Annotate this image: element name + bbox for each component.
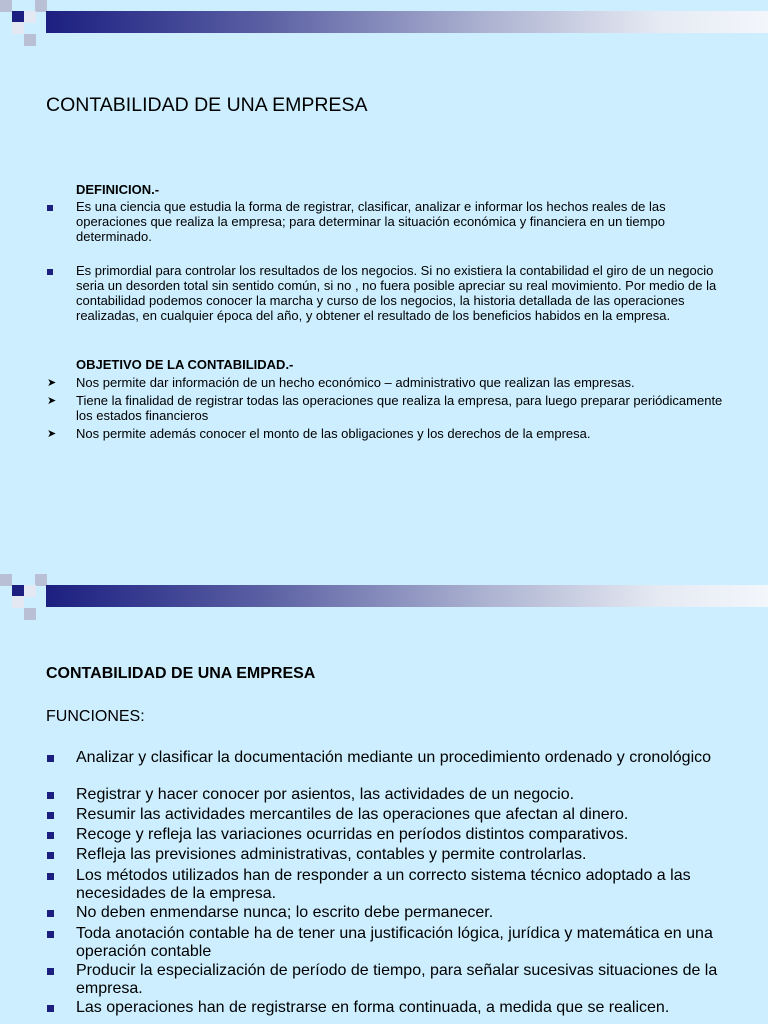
deco-gradient-bar <box>46 11 768 33</box>
deco-square <box>12 22 24 34</box>
slide-title: CONTABILIDAD DE UNA EMPRESA <box>46 665 316 682</box>
deco-square <box>24 34 36 46</box>
header-decoration <box>0 574 768 622</box>
function-item: No deben enmendarse nunca; lo escrito debe permanecer. <box>76 904 494 921</box>
deco-square <box>0 0 12 12</box>
function-item: Toda anotación contable ha de tener una justificación lógica, jurídica y matemática en una operación contable <box>76 925 713 960</box>
square-bullet-icon <box>47 852 54 859</box>
deco-square <box>24 585 36 597</box>
function-item: Registrar y hacer conocer por asientos, las actividades de un negocio. <box>76 786 575 803</box>
objetivo-item: Nos permite además conocer el monto de las obligaciones y los derechos de la empresa. <box>76 426 591 441</box>
square-bullet-icon <box>47 269 53 275</box>
square-bullet-icon <box>47 968 54 975</box>
arrowhead-bullet-icon: ➤ <box>47 428 57 440</box>
arrowhead-bullet-icon: ➤ <box>47 377 57 389</box>
function-item: Las operaciones han de registrarse en forma continuada, a medida que se realicen. <box>76 999 670 1016</box>
square-bullet-icon <box>47 931 54 938</box>
square-bullet-icon <box>47 910 54 917</box>
objetivo-heading: OBJETIVO DE LA CONTABILIDAD.- <box>76 357 294 372</box>
deco-square <box>24 608 36 620</box>
definicion-heading: DEFINICION.- <box>76 182 160 197</box>
square-bullet-icon <box>47 1005 54 1012</box>
header-decoration <box>0 0 768 48</box>
deco-square <box>0 574 12 586</box>
slide-subtitle: FUNCIONES: <box>46 708 145 725</box>
function-item: Refleja las previsiones administrativas, contables y permite controlarlas. <box>76 846 587 863</box>
function-item: Resumir las actividades mercantiles de las operaciones que afectan al dinero. <box>76 806 629 823</box>
slide-title: CONTABILIDAD DE UNA EMPRESA <box>46 94 368 116</box>
definicion-paragraph: Es primordial para controlar los resultados de los negocios. Si no existiera la contabilidad el giro de un negocio seria un desorden total sin sentido común, si no , no fuera posible apreciar su real movimiento. Por medio de la contabilidad podemos conocer la marcha y curso de los negocios, la historia detallada de las operaciones realizadas, en cualquier época del año, y obtener el resultado de los beneficios habidos en la empresa. <box>76 263 717 323</box>
square-bullet-icon <box>47 205 53 211</box>
slide-2 <box>0 574 768 1024</box>
square-bullet-icon <box>47 755 54 762</box>
square-bullet-icon <box>47 792 54 799</box>
arrowhead-bullet-icon: ➤ <box>47 395 57 407</box>
square-bullet-icon <box>47 873 54 880</box>
objetivo-item: Tiene la finalidad de registrar todas las operaciones que realiza la empresa, para luego preparar periódicamente los estados financieros <box>76 393 723 423</box>
function-item: Los métodos utilizados han de responder a un correcto sistema técnico adoptado a las necesidades de la empresa. <box>76 867 691 902</box>
square-bullet-icon <box>47 812 54 819</box>
square-bullet-icon <box>47 832 54 839</box>
function-item: Recoge y refleja las variaciones ocurridas en períodos distintos comparativos. <box>76 826 629 843</box>
objetivo-item: Nos permite dar información de un hecho económico – administrativo que realizan las empresas. <box>76 375 635 390</box>
definicion-paragraph: Es una ciencia que estudia la forma de registrar, clasificar, analizar e informar los hechos reales de las operaciones que realiza la empresa; para determinar la situación económica y financiera en un tiempo determinado. <box>76 199 666 244</box>
deco-square <box>12 596 24 608</box>
function-item: Producir la especialización de período de tiempo, para señalar sucesivas situaciones de la empresa. <box>76 962 718 997</box>
deco-gradient-bar <box>46 585 768 607</box>
deco-square <box>24 11 36 23</box>
function-item: Analizar y clasificar la documentación mediante un procedimiento ordenado y cronológico <box>76 749 712 766</box>
